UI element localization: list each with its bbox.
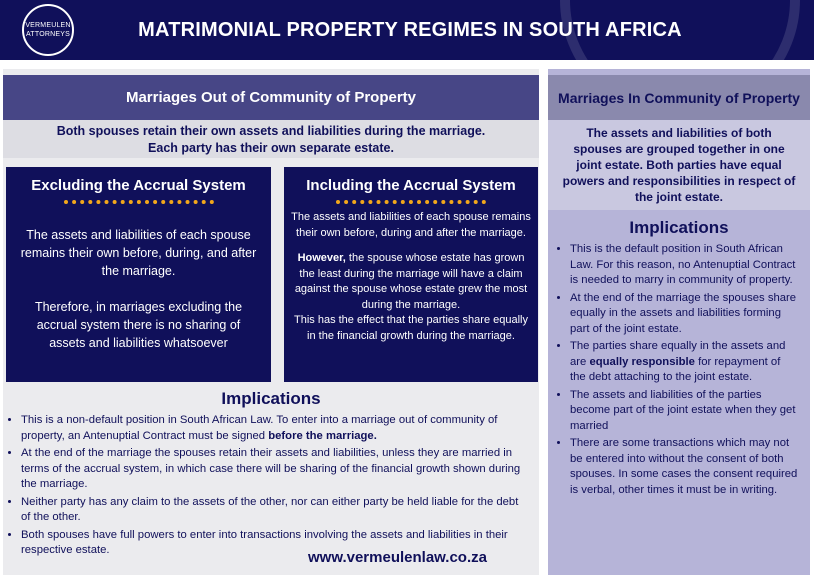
list-item-bold: equally responsible [589, 355, 695, 368]
list-item-bold: before the marriage. [268, 429, 377, 442]
out-of-community-heading: Marriages Out of Community of Property [3, 75, 539, 120]
excluding-para-2: Therefore, in marriages excluding the accrual system there is no sharing of assets and liabilities whatsoever [34, 300, 243, 350]
excluding-accrual-box [6, 167, 271, 382]
list-item: • At the end of the marriage the spouses share equally in the assets and liabilities forming part of the joint estate. [570, 291, 798, 338]
list-item-text: for repayment of the debt attaching to the joint estate. [570, 355, 781, 383]
out-of-community-summary [3, 120, 539, 158]
list-item: • Neither party has any claim to the assets of the other, nor can either party be held liable for the debt of the other. [21, 495, 523, 526]
including-accrual-title: Including the Accrual System [306, 177, 516, 194]
implications-list [548, 242, 810, 498]
list-item-text: This is a non-default position in South African Law. To enter into a marriage out of community of property, an Antenuptial Contract must be signed [21, 414, 498, 442]
including-para-1: The assets and liabilities of each spouse remains their own before, during and after the marriage. [291, 211, 531, 239]
list-item [570, 339, 798, 386]
list-item: • There are some transactions which may not be entered into without the consent of both spouses. In some cases the consent required is verbal, other times it must be in writing. [570, 436, 798, 498]
implications-title: Implications [221, 389, 321, 408]
excluding-para-1: The assets and liabilities of each spouse remains their own before, during, and after the marriage. [20, 228, 257, 278]
including-accrual-box [284, 167, 538, 382]
firm-logo [22, 4, 74, 56]
list-item-text: The parties share equally in the assets and are [570, 340, 786, 368]
page-header [0, 0, 814, 60]
out-of-community-implications [3, 389, 539, 559]
in-community-implications [548, 218, 810, 558]
including-para-3: This has the effect that the parties share equally in the financial growth during the marriage. [294, 314, 528, 342]
in-community-summary: The assets and liabilities of both spouses are grouped together in one joint estate. Both parties have equal powers and responsibilities in respect of the joint estate. [548, 120, 810, 210]
logo-line-1: VERMEULEN [25, 22, 71, 29]
however-bold: However, [297, 252, 346, 264]
page-title: MATRIMONIAL PROPERTY REGIMES IN SOUTH AFRICA [138, 18, 682, 41]
logo-line-2: ATTORNEYS [26, 31, 70, 38]
website-link[interactable]: www.vermeulenlaw.co.za [308, 549, 487, 566]
including-para-2-rest: the spouse whose estate has grown the least during the marriage will have a claim against the spouse whose estate grew the most during the marriage. [294, 252, 528, 311]
including-para-2 [290, 251, 532, 313]
list-item: • At the end of the marriage the spouses retain their assets and liabilities, unless they are married in terms of the accrual system, in which case there will be sharing of the financial growth shown during the marriage. [21, 446, 523, 493]
implications-title: Implications [629, 218, 729, 237]
list-item: • Both spouses have full powers to enter into transactions involving the assets and liabilities in their respective estate. [21, 528, 523, 559]
summary-line-1: Both spouses retain their own assets and liabilities during the marriage. [56, 124, 486, 138]
list-item: • The assets and liabilities of the parties become part of the joint estate when they get married [570, 388, 798, 435]
list-item [21, 413, 523, 444]
excluding-accrual-title: Excluding the Accrual System [31, 177, 246, 194]
implications-list [3, 413, 539, 559]
summary-line-2: Each party has their own separate estate. [148, 141, 394, 155]
in-community-heading: Marriages In Community of Property [548, 75, 810, 120]
list-item: • This is the default position in South African Law. For this reason, no Antenuptial Contract is needed to marry in community of property. [570, 242, 798, 289]
